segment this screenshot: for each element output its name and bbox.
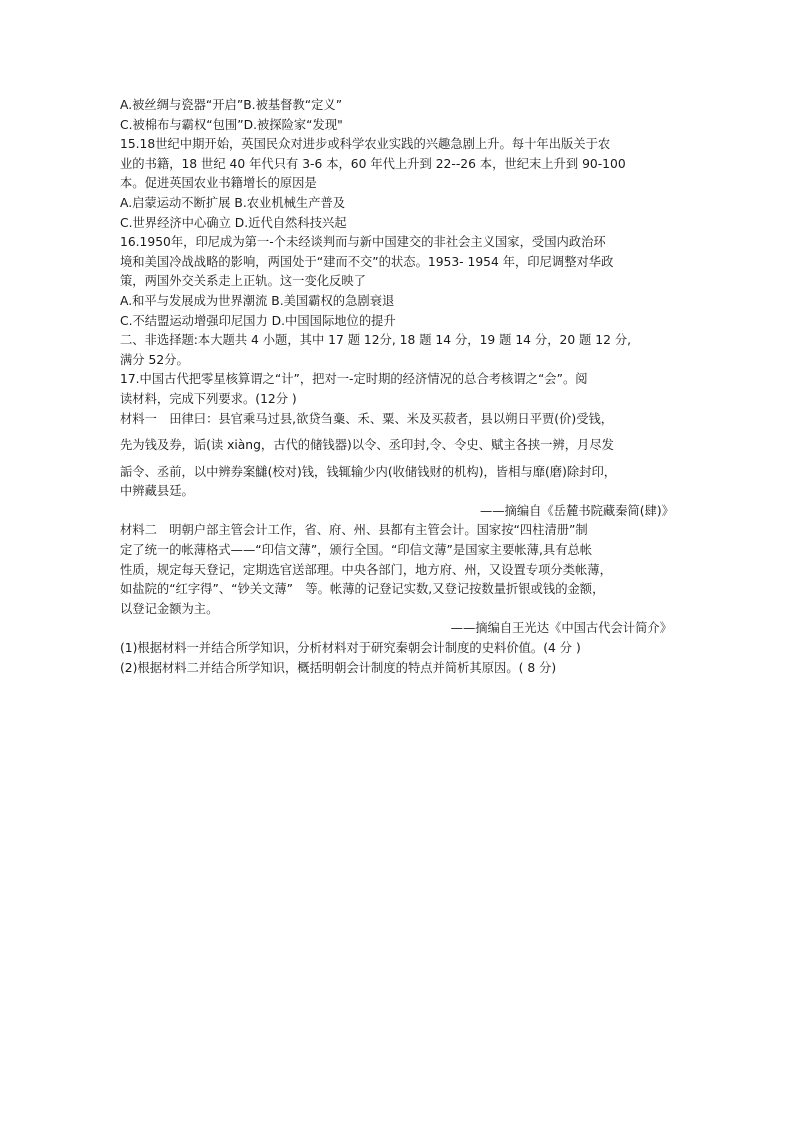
q15-options-cd: C.世界经济中心确立 D.近代自然科技兴起: [120, 215, 347, 230]
material-one-source: ——摘编自《岳麓书院藏秦简(肆)》: [479, 503, 674, 518]
q17-part-1: (1)根据材料一并结合所学知识，分析材料对于研究秦朝会计制度的史料价值。(4 分 ): [120, 641, 581, 656]
q15-stem-line-2: 业的书籍，18 世纪 40 年代只有 3-6 本，60 年代上升到 22--26 本，世纪末上升到 90-100: [120, 156, 626, 171]
material-two-line-5: 以登记金额为主。: [120, 601, 219, 616]
q16-options-cd: C.不结盟运动增强印尼国力 D.中国国际地位的提升: [120, 313, 396, 328]
q15-stem-line-1: 15.18世纪中期开始，英国民众对进步或科学农业实践的兴趣急剧上升。每十年出版关于农: [120, 137, 611, 152]
q16-stem-line-1: 16.1950年，印尼成为第一-个未经谈判而与新中国建交的非社会主义国家，受国内政治环: [120, 235, 606, 250]
section-two-heading-line-2: 满分 52分。: [120, 352, 189, 367]
q17-part-2: (2)根据材料二并结合所学知识，概括明朝会计制度的特点并简析其原因。( 8 分): [120, 660, 557, 675]
q15-stem-line-3: 本。促进英国农业书籍增长的原因是: [120, 176, 317, 191]
q16-stem-line-2: 境和美国冷战战略的影响，两国处于“建而不交”的状态。1953- 1954 年，印尼调整对华政: [120, 254, 614, 269]
material-one-line-1: 材料一 田律曰：县官乘马过县,欲贷刍稾、禾、粟、米及买菽者，县以朔日平贾(价)受钱，: [120, 411, 614, 426]
q16-options-ab: A.和平与发展成为世界潮流 B.美国霸权的急剧衰退: [120, 293, 395, 308]
material-one-line-2: 先为钱及券，诟(读 xiàng，古代的储钱器)以令、丞印封,令、令史、赋主各挟一辨，月尽发: [120, 438, 614, 453]
document-page: [120, 96, 678, 678]
material-two-line-3: 性质，规定每天登记，定期选官送部理。中央各部门，地方府、州，又设置专项分类帐薄，: [120, 562, 612, 577]
line-gap: [120, 456, 678, 463]
material-one-line-3: 詬令、丞前，以中辨券案讎(校对)钱，钱辄输少内(收储钱财的机构)，皆相与靡(磨)除封印，: [120, 464, 617, 479]
material-one-line-4: 中辨藏县廷。: [120, 484, 194, 499]
q17-stem-line-2: 读材料，完成下列要求。(12分 ): [120, 391, 297, 406]
material-two-line-4: 如盐院的“红字得”、“钞关文薄” 等。帐薄的记登记实数,又登记按数量折银或钱的金额，: [120, 582, 605, 597]
q14-options-ab: A.被丝绸与瓷器“开启”B.被基督教“定义”: [120, 98, 343, 112]
section-two-heading-line-1: 二、非选择题:本大题共 4 小题，其中 17 题 12分, 18 题 14 分，19 题 14 分，20 题 12 分,: [120, 333, 632, 348]
material-two-line-2: 定了统一的帐薄格式——“印信文薄”，颁行全国。“印信文薄”是国家主要帐薄,具有总帐: [120, 543, 593, 558]
q16-stem-line-3: 策，两国外交关系走上正轨。这一变化反映了: [120, 274, 366, 289]
q15-options-ab: A.启蒙运动不断扩展 B.农业机械生产普及: [120, 195, 346, 210]
q14-options-cd: C.被棉布与霸权“包围”D.被探险家“发现": [120, 117, 343, 132]
line-gap: [120, 429, 678, 436]
material-two-source: ——摘编自王光达《中国古代会计简介》: [450, 621, 672, 636]
q17-stem-line-1: 17.中国古代把零星核算谓之“计”，把对一-定时期的经济情况的总合考核谓之“会”。阅: [120, 372, 588, 387]
material-two-line-1: 材料二 明朝户部主管会计工作，省、府、州、县都有主管会计。国家按“四柱清册”制: [120, 523, 588, 538]
